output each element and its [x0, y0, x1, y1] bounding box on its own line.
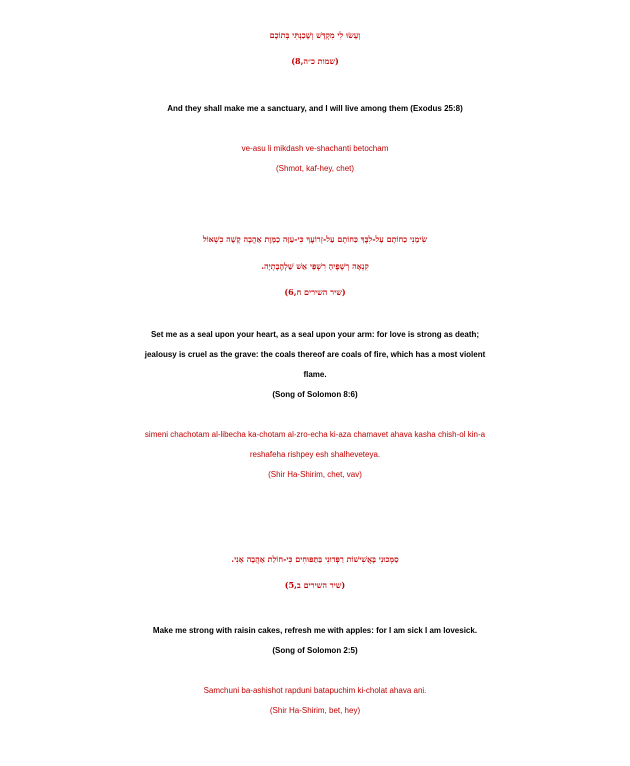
verse2-hebrew-line1: שִׂימֵנִי כַחוֹתָם עַל-לִבֶּךָ כַּחוֹתָם עַל-זְרוֹעֶךָ כִּי-עַזָּה כַמָּוֶת אַהֲבָה קָשָׁה כִשְׁאוֹל [202, 234, 428, 244]
verse1-hebrew: וְעָשׂוּ לִי מִקְדָּשׁ וְשָׁכַנְתִּי בְּתוֹכָם [269, 30, 361, 40]
verse3-hebrew: סַמְּכוּנִי בָּאֲשִׁישׁוֹת רַפְּדוּנִי בַּתַּפּוּחִים כִּי-חוֹלַת אַהֲבָה אָנִי. [231, 554, 399, 564]
verse3-transliteration-reference: (Shir Ha-Shirim, bet, hey) [269, 706, 361, 715]
verse2-transliteration-line2: reshafeha rishpey esh shalheveteya. [249, 450, 381, 459]
verse3-hebrew-reference: (שיר השירים ב,5) [284, 580, 346, 590]
verse3-english: Make me strong with raisin cakes, refresh me with apples: for I am sick I am lovesick. [152, 626, 478, 635]
verse2-transliteration-line1: simeni chachotam al-libecha ka-chotam al-zro-echa ki-aza chamavet ahava kasha chish-ol kin-a [144, 430, 486, 439]
verse1-transliteration-reference: (Shmot, kaf-hey, chet) [275, 164, 355, 173]
verse3-transliteration: Samchuni ba-ashishot rapduni batapuchim ki-cholat ahava ani. [203, 686, 427, 695]
verse1-transliteration: ve-asu li mikdash ve-shachanti betocham [241, 144, 389, 153]
verse1-hebrew-reference: (שמות כ״ה,8) [291, 56, 339, 66]
verse2-english-reference: (Song of Solomon 8:6) [272, 390, 358, 399]
verse2-hebrew-reference: (שיר השירים ח,6) [284, 287, 346, 297]
verse3-english-reference: (Song of Solomon 2:5) [272, 646, 358, 655]
verse2-transliteration-reference: (Shir Ha-Shirim, chet, vav) [268, 470, 362, 479]
verse2-hebrew-line2: קִנְאָה רְשָׁפֶיהָ רִשְׁפֵּי אֵשׁ שַׁלְהֶבֶתְיָה. [261, 261, 369, 271]
verse2-english-line2: jealousy is cruel as the grave: the coals thereof are coals of fire, which has a most violent [144, 350, 486, 359]
verse2-english-line3: flame. [303, 370, 327, 379]
verse1-english: And they shall make me a sanctuary, and I will live among them (Exodus 25:8) [167, 104, 463, 113]
verse2-english-line1: Set me as a seal upon your heart, as a seal upon your arm: for love is strong as death; [150, 330, 480, 339]
